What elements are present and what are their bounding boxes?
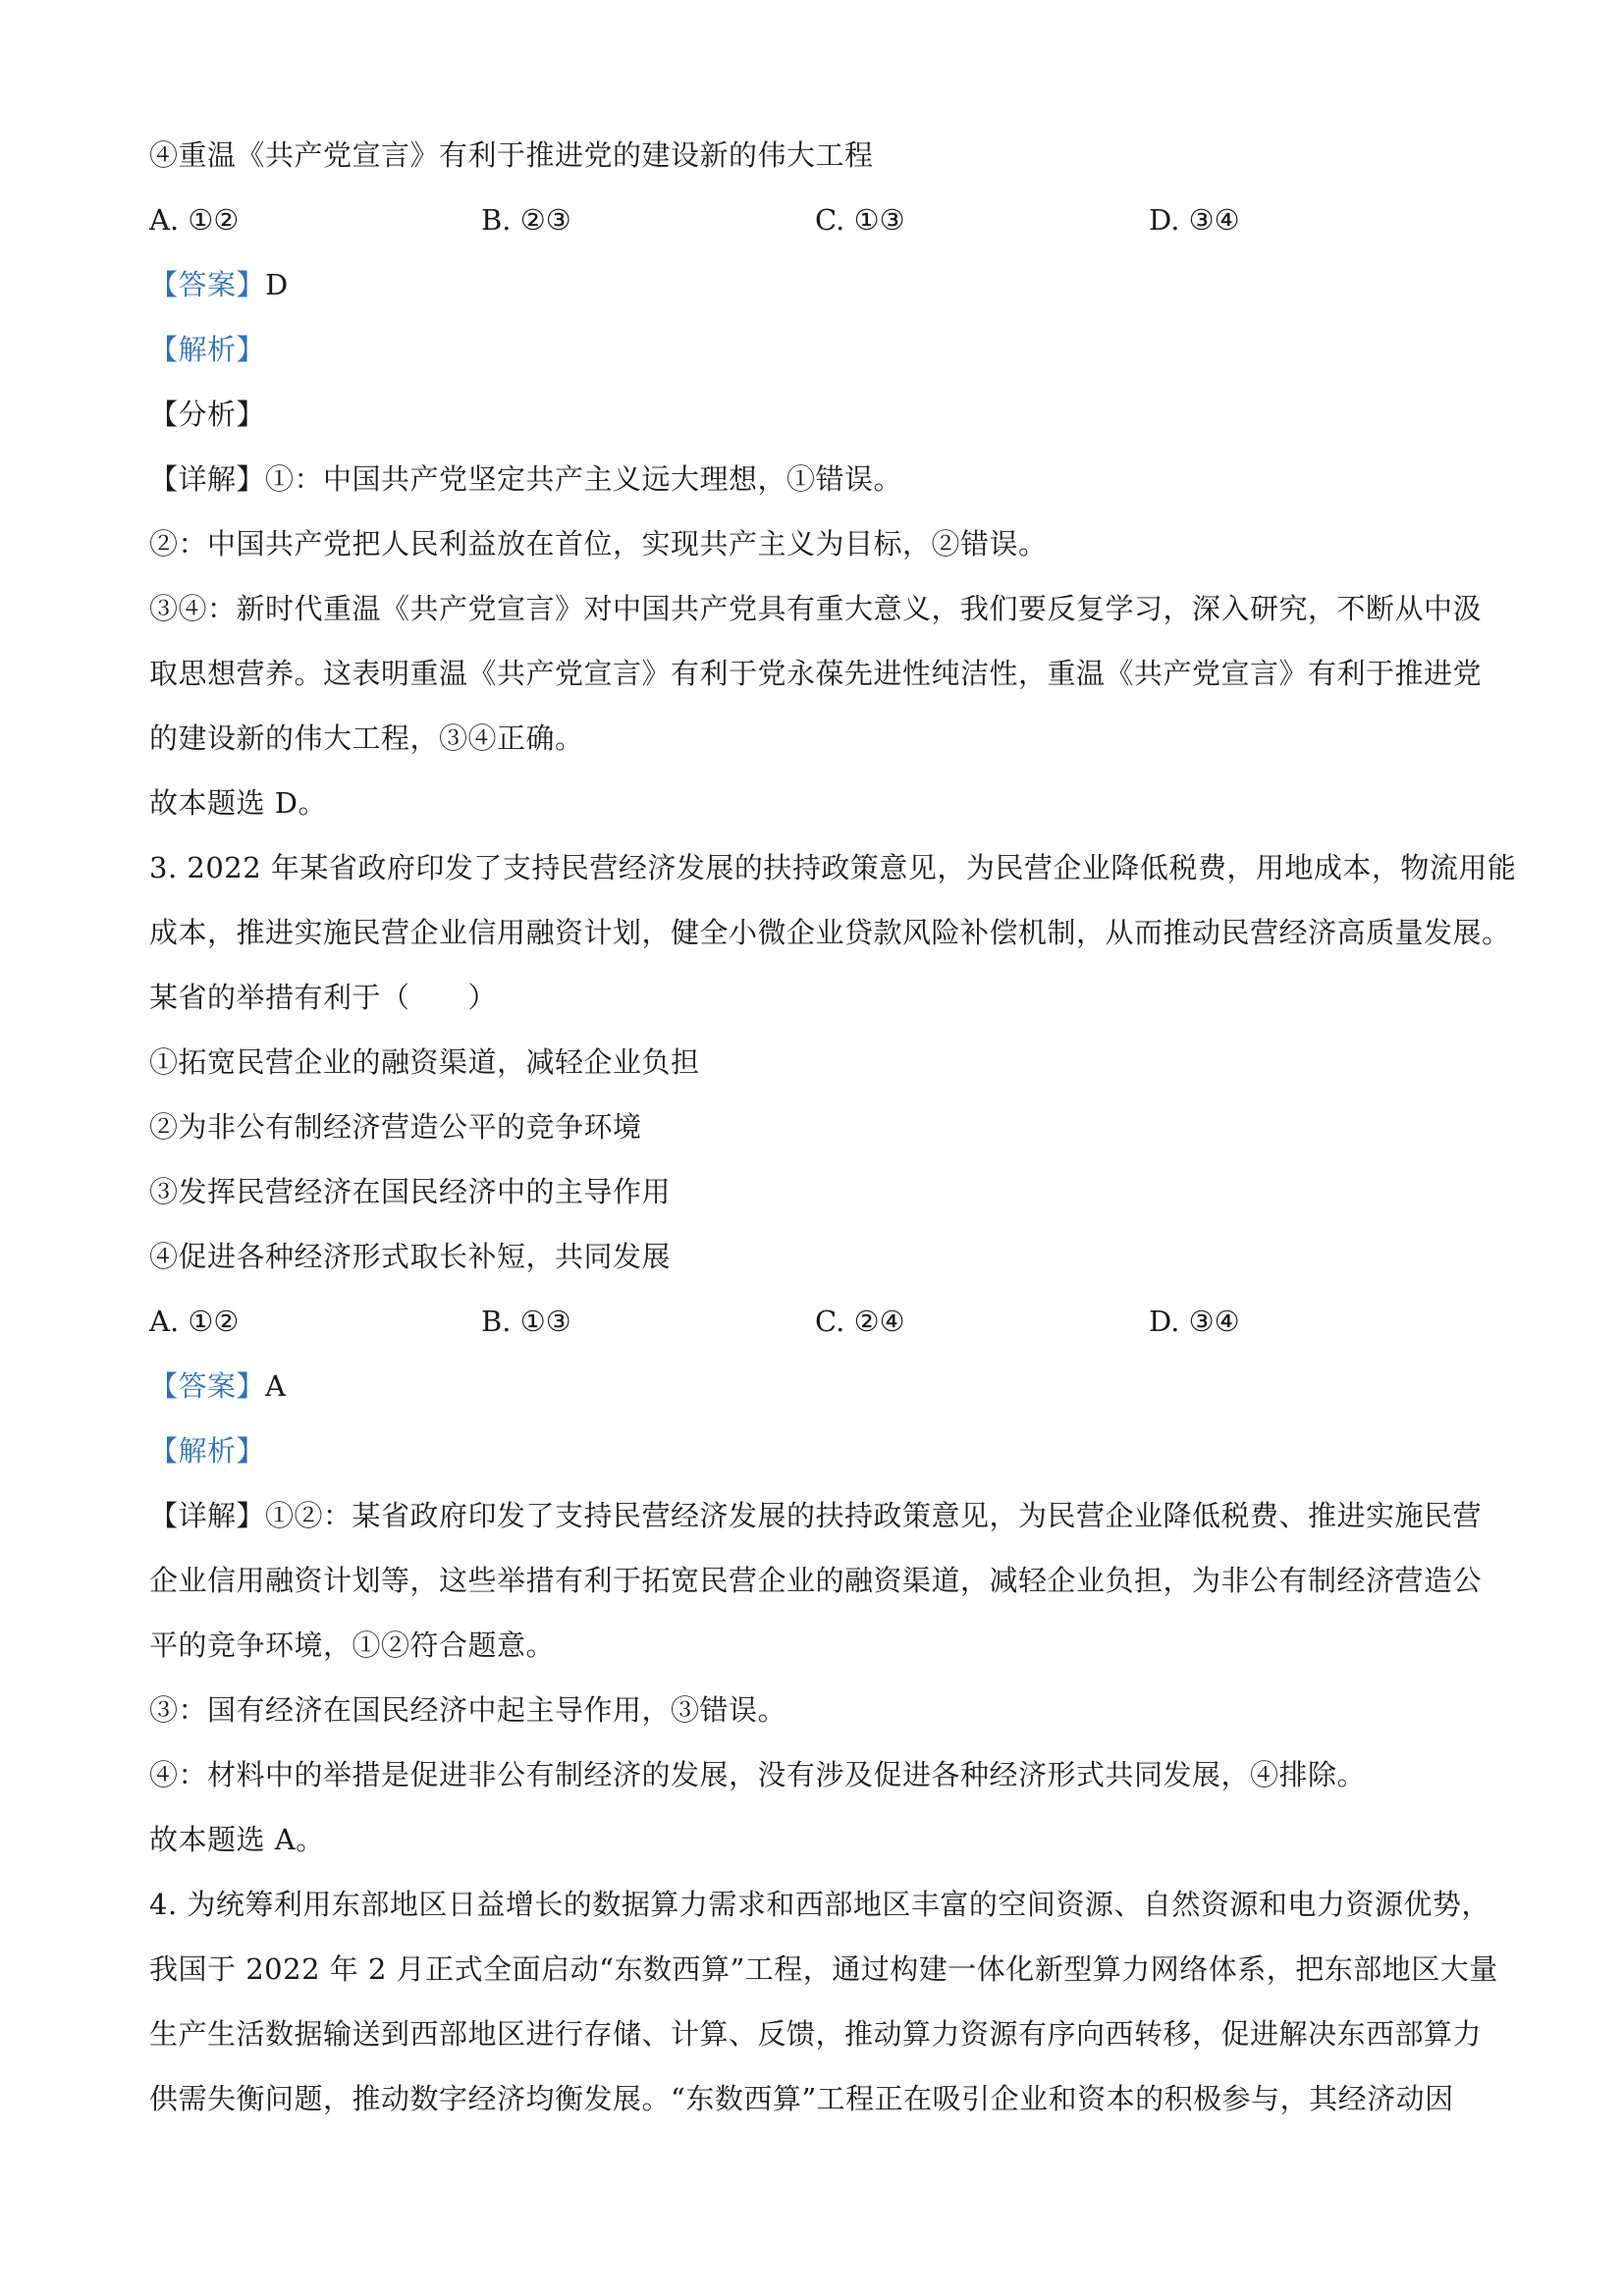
q2-option-a: A. ①② <box>149 203 240 237</box>
q4-stem-line-2: 我国于 2022 年 2 月正式全面启动“东数西算”工程，通过构建一体化新型算力网络体系，把东部地区大量 <box>149 1952 1498 1986</box>
q3-item-4: ④促进各种经济形式取长补短，共同发展 <box>149 1240 672 1273</box>
q2-options <box>149 200 1494 240</box>
q3-stem-line-2: 成本，推进实施民营企业信用融资计划，健全小微企业贷款风险补偿机制，从而推动民营经济高质量发展。 <box>149 916 1511 949</box>
q2-option-b: B. ②③ <box>481 203 571 237</box>
q2-detail-line-5: 的建设新的伟大工程，③④正确。 <box>149 721 584 755</box>
q3-option-a: A. ①② <box>149 1305 240 1338</box>
q2-option-d: D. ③④ <box>1149 203 1240 237</box>
q3-detail-line-3: 平的竞争环境，①②符合题意。 <box>149 1629 556 1662</box>
q2-analysis-tag: 【解析】 <box>149 333 266 366</box>
q3-options <box>149 1302 1494 1341</box>
q4-stem-line-4: 供需失衡问题，推动数字经济均衡发展。“东数西算”工程正在吸引企业和资本的积极参与，其经济动因 <box>149 2082 1454 2115</box>
q3-item-2: ②为非公有制经济营造公平的竞争环境 <box>149 1110 642 1144</box>
q2-answer-value: D <box>265 268 289 301</box>
q3-stem-line-3: 某省的举措有利于（ ） <box>149 981 498 1014</box>
q2-answer-tag: 【答案】 <box>149 268 266 301</box>
q3-option-b: B. ①③ <box>481 1305 571 1338</box>
q2-detail-line-3: ③④：新时代重温《共产党宣言》对中国共产党具有重大意义，我们要反复学习，深入研究，不断从中汲 <box>149 592 1483 625</box>
q3-item-1: ①拓宽民营企业的融资渠道，减轻企业负担 <box>149 1045 700 1079</box>
q2-option-c: C. ①③ <box>815 203 905 237</box>
q2-conclusion: 故本题选 D。 <box>149 786 327 820</box>
q4-stem-line-3: 生产生活数据输送到西部地区进行存储、计算、反馈，推动算力资源有序向西转移，促进解决东西部算力 <box>149 2017 1483 2051</box>
q2-detail-line-1: 【详解】①：中国共产党坚定共产主义远大理想，①错误。 <box>149 462 903 496</box>
q3-conclusion: 故本题选 A。 <box>149 1823 325 1856</box>
q3-item-3: ③发挥民营经济在国民经济中的主导作用 <box>149 1175 672 1208</box>
q3-option-c: C. ②④ <box>815 1305 905 1338</box>
q2-detail-line-2: ②：中国共产党把人民利益放在首位，实现共产主义为目标，②错误。 <box>149 527 1048 561</box>
q3-detail-line-2: 企业信用融资计划等，这些举措有利于拓宽民营企业的融资渠道，减轻企业负担，为非公有制经济营造公 <box>149 1564 1483 1597</box>
q3-option-d: D. ③④ <box>1149 1305 1240 1338</box>
q3-answer-tag: 【答案】 <box>149 1369 266 1403</box>
q2-fenxi-tag: 【分析】 <box>149 398 266 431</box>
q3-stem-line-1: 3. 2022 年某省政府印发了支持民营经济发展的扶持政策意见，为民营企业降低税费，用地成本，物流用能 <box>149 851 1517 884</box>
q3-detail-line-4: ③：国有经济在国民经济中起主导作用，③错误。 <box>149 1693 787 1727</box>
q3-answer <box>149 1366 1494 1406</box>
q3-answer-value: A <box>265 1369 287 1403</box>
q2-item-4: ④重温《共产党宣言》有利于推进党的建设新的伟大工程 <box>149 138 874 172</box>
q2-answer <box>149 265 1494 304</box>
q3-detail-line-5: ④：材料中的举措是促进非公有制经济的发展，没有涉及促进各种经济形式共同发展，④排除。 <box>149 1758 1367 1791</box>
q3-detail-line-1: 【详解】①②：某省政府印发了支持民营经济发展的扶持政策意见，为民营企业降低税费、推进实施民营 <box>149 1499 1483 1532</box>
q4-stem-line-1: 4. 为统筹利用东部地区日益增长的数据算力需求和西部地区丰富的空间资源、自然资源和电力资源优势， <box>149 1888 1490 1921</box>
q3-analysis-tag: 【解析】 <box>149 1434 266 1468</box>
q2-detail-line-4: 取思想营养。这表明重温《共产党宣言》有利于党永葆先进性纯洁性，重温《共产党宣言》有利于推进党 <box>149 657 1483 690</box>
